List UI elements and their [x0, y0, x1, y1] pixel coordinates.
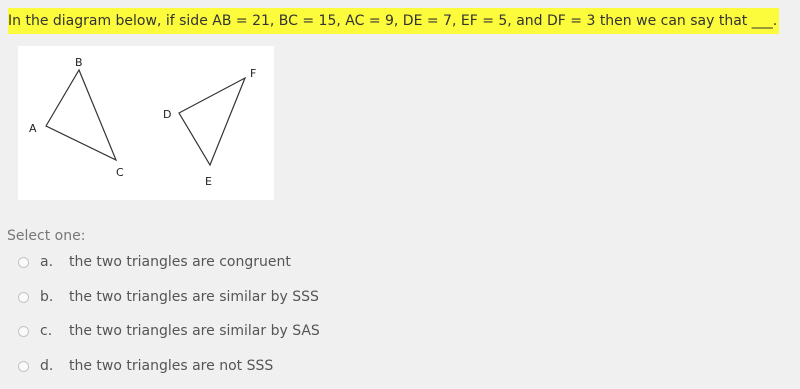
triangle-abc — [46, 70, 116, 160]
option-b-text: the two triangles are similar by SSS — [69, 289, 319, 305]
option-a-letter: a. — [40, 254, 54, 270]
triangle-diagram — [18, 46, 274, 200]
label-d: D — [163, 108, 172, 121]
triangle-diagram-svg — [18, 46, 274, 200]
option-a[interactable] — [18, 252, 291, 272]
option-c[interactable] — [18, 321, 320, 341]
question-text: In the diagram below, if side AB = 21, BC = 15, AC = 9, DE = 7, EF = 5, and DF = 3 then we can say that ___. — [8, 8, 779, 34]
label-f: F — [250, 67, 257, 80]
label-a: A — [29, 122, 37, 135]
option-d-text: the two triangles are not SSS — [69, 358, 274, 374]
radio-button-d[interactable] — [18, 361, 29, 372]
label-b: B — [75, 56, 83, 69]
radio-button-c[interactable] — [18, 326, 29, 337]
option-d[interactable] — [18, 356, 273, 376]
option-c-letter: c. — [40, 323, 53, 339]
radio-button-b[interactable] — [18, 292, 29, 303]
option-a-text: the two triangles are congruent — [69, 254, 291, 270]
option-d-letter: d. — [40, 358, 54, 374]
select-one-label: Select one: — [7, 228, 86, 244]
radio-button-a[interactable] — [18, 257, 29, 268]
option-c-text: the two triangles are similar by SAS — [69, 323, 320, 339]
triangle-def — [179, 78, 245, 165]
option-b-letter: b. — [40, 289, 54, 305]
option-b[interactable] — [18, 287, 319, 307]
label-c: C — [116, 166, 124, 179]
label-e: E — [205, 175, 212, 188]
